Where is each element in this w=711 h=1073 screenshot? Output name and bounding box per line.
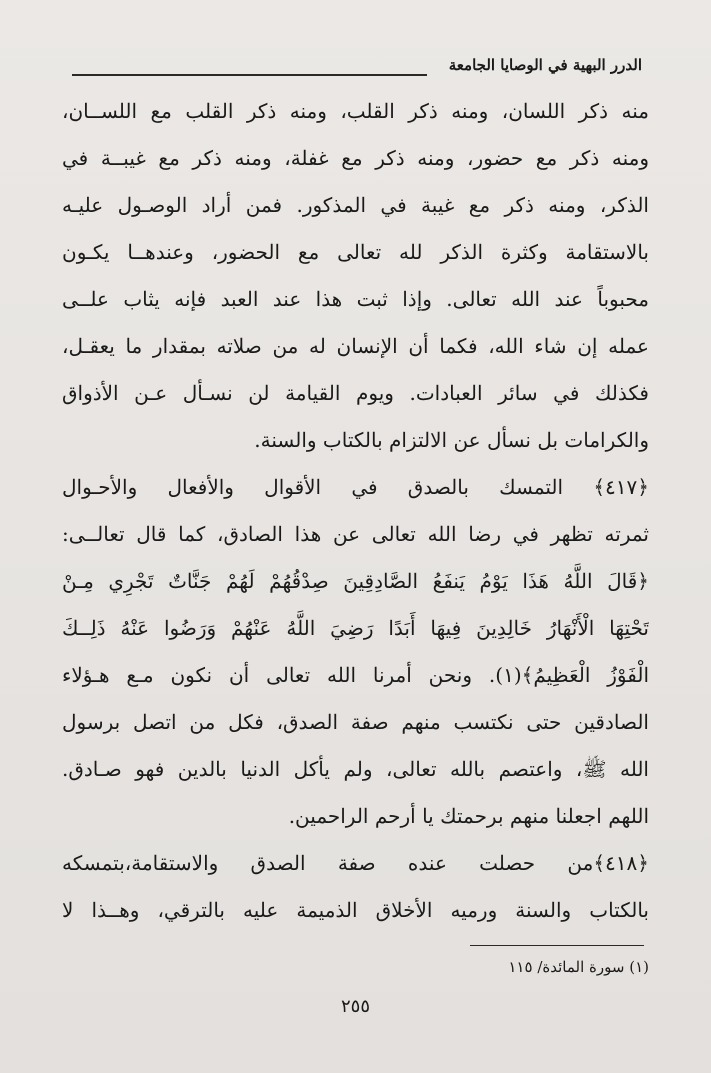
text-line: محبوباً عند الله تعالى. وإذا ثبت هذا عند العبد فإنه يثاب علــى [62,287,649,311]
text-line: منه ذكر اللسان، ومنه ذكر القلب، ومنه ذكر القلب مع اللســان، [62,99,649,123]
text-line: فكذلك في سائر العبادات. ويوم القيامة لن نسـأل عـن الأذواق [62,381,649,405]
text-line: الْفَوْزُ الْعَظِيمُ﴾(١). ونحن أمرنا الله تعالى أن نكون مـع هـؤلاء [62,663,649,687]
text-line: عمله إن شاء الله، فكما أن الإنسان له من صلاته بمقدار ما يعقـل، [62,334,649,358]
running-header [72,52,642,88]
text-line: ثمرته تظهر في رضا الله تعالى عن هذا الصادق، كما قال تعالــى: [62,522,649,546]
text-line: ومنه ذكر مع حضور، ومنه ذكر مع غفلة، ومنه ذكر مع غيبــة في [62,146,649,170]
text-line: الصادقين حتى نكتسب منهم صفة الصدق، فكل من اتصل برسول [62,710,649,734]
quran-verse-line: ﴿قَالَ اللَّهُ هَذَا يَوْمُ يَنفَعُ الصَّادِقِينَ صِدْقُهُمْ لَهُمْ جَنَّاتٌ تَجْرِي مِـنْ [62,569,649,593]
section-418-heading: ﴿٤١٨﴾من حصلت عنده صفة الصدق والاستقامة،بتمسكه [62,851,649,875]
quran-verse-line: تَحْتِهَا الْأَنْهَارُ خَالِدِينَ فِيهَا أَبَدًا رَضِيَ اللَّهُ عَنْهُمْ وَرَضُوا عَنْهُ ذَلِــكَ [62,616,649,640]
page-number: ٢٥٥ [340,996,370,1017]
page-body [62,88,649,934]
text-line: الذكر، ومنه ذكر مع غيبة في المذكور. فمن أراد الوصـول عليـه [62,193,649,217]
text-line: والكرامات بل نسأل عن الالتزام بالكتاب والسنة. [254,428,649,452]
text-line: بالاستقامة وكثرة الذكر لله تعالى مع الحضور، وعندهــا يكـون [62,240,649,264]
header-title: الدرر البهية في الوصايا الجامعة [448,56,642,74]
text-line: اللهم اجعلنا منهم برحمتك يا أرحم الراحمين. [288,804,649,828]
section-417-heading: ﴿٤١٧﴾ التمسك بالصدق في الأقوال والأفعال والأحـوال [62,475,649,499]
header-rule [72,74,427,76]
text-line: بالكتاب والسنة ورميه الأخلاق الذميمة عليه بالترقي، وهــذا لا [62,898,649,922]
footnote: (١) سورة المائدة/ ١١٥ [508,958,649,976]
footnote-rule [470,945,644,946]
text-line: الله ﷺ، واعتصم بالله تعالى، ولم يأكل الدنيا بالدين فهو صـادق. [62,757,649,781]
